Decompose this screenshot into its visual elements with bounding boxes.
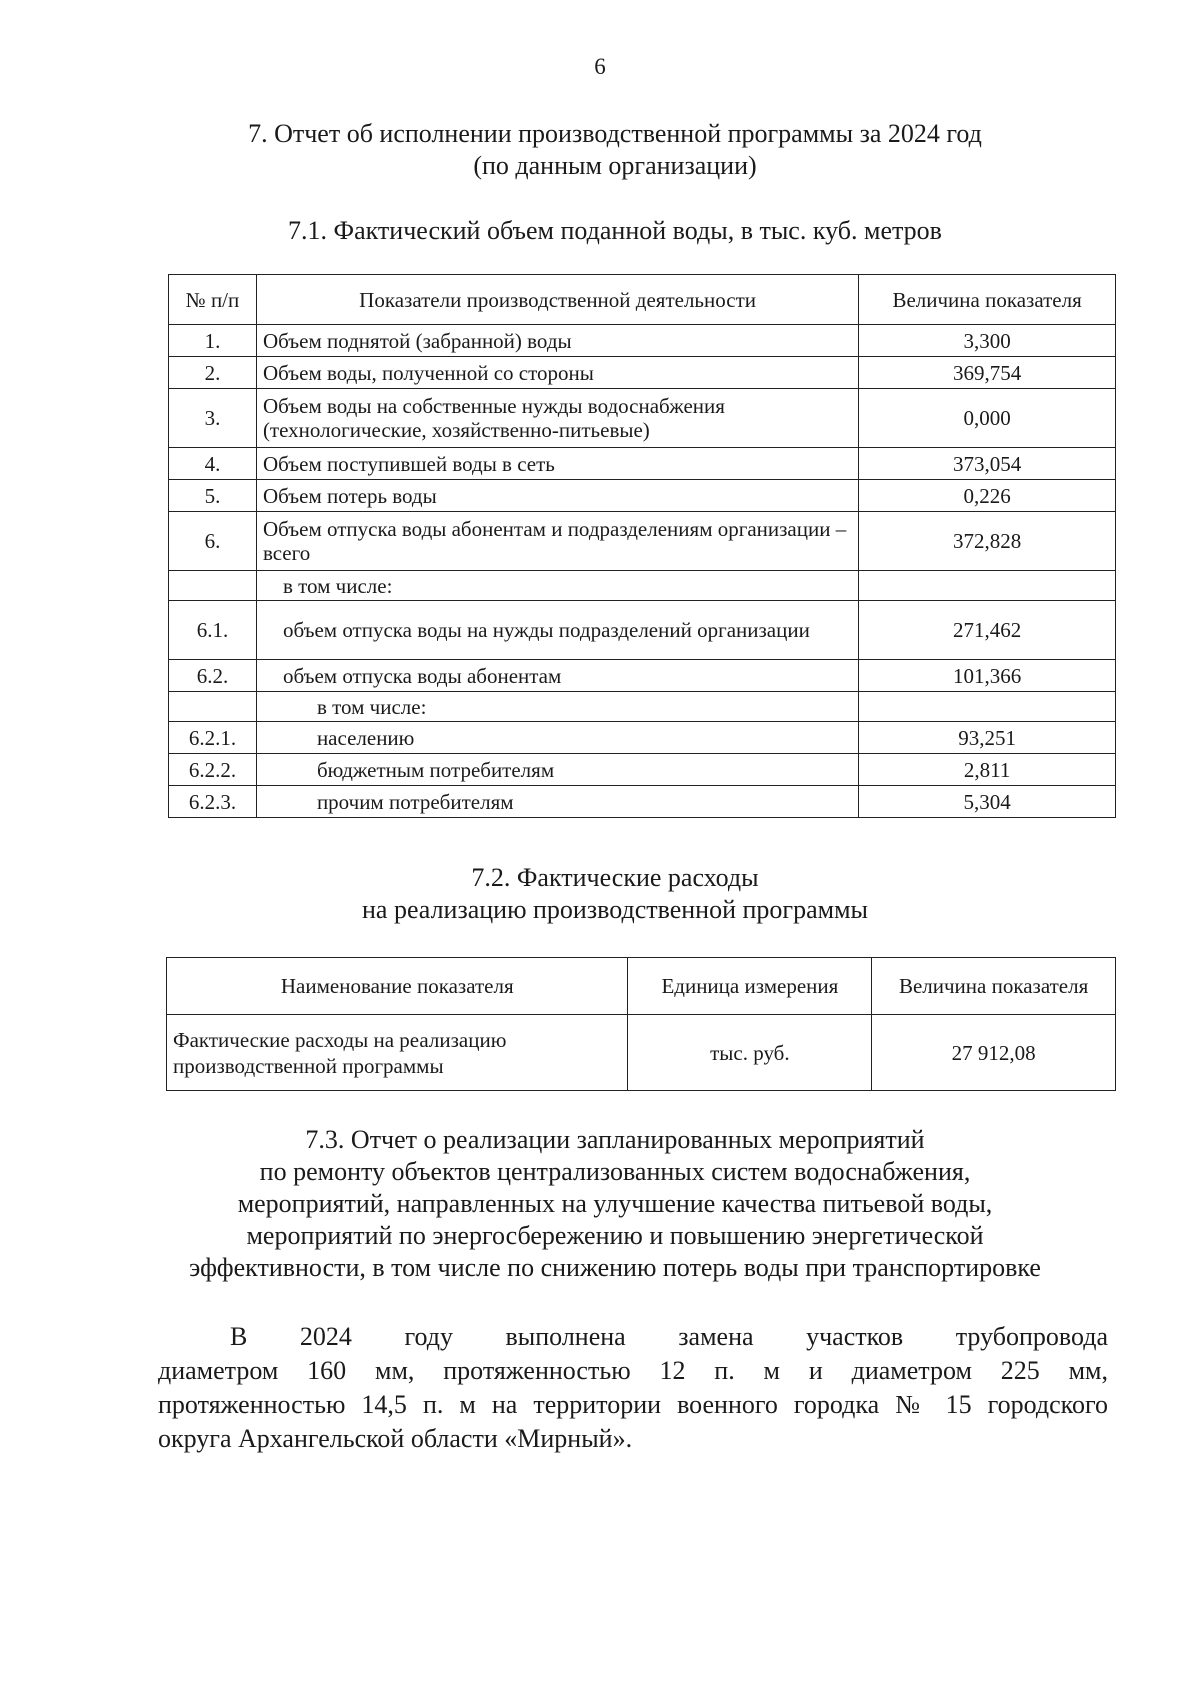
table-row xyxy=(169,660,1116,692)
table-row xyxy=(169,512,1116,571)
table-row xyxy=(169,754,1116,786)
row-number: 6.2.2. xyxy=(169,754,257,786)
section-7-heading xyxy=(120,118,1110,182)
row-label: Объем отпуска воды абонентам и подразделениям организации – всего xyxy=(256,512,858,571)
section-7-3-title-line: эффективности, в том числе по снижению потерь воды при транспортировке xyxy=(189,1253,1041,1282)
header-indicator: Показатели производственной деятельности xyxy=(256,275,858,325)
header-value: Величина показателя xyxy=(872,958,1116,1015)
row-label: прочим потребителям xyxy=(256,786,858,818)
table-row xyxy=(169,571,1116,601)
paragraph-line: протяженностью 14,5 п. м на территории военного городка № 15 городского xyxy=(158,1390,1108,1419)
table-row xyxy=(169,448,1116,480)
row-number: 3. xyxy=(169,389,257,448)
row-number: 6.2.1. xyxy=(169,722,257,754)
table-row xyxy=(169,601,1116,660)
section-7-1-title: 7.1. Фактический объем поданной воды, в тыс. куб. метров xyxy=(288,216,942,245)
table-row xyxy=(167,1015,1116,1091)
row-number: 1. xyxy=(169,325,257,357)
row-value: 5,304 xyxy=(859,786,1116,818)
row-value: 93,251 xyxy=(859,722,1116,754)
row-value: 369,754 xyxy=(859,357,1116,389)
row-label: Объем воды, полученной со стороны xyxy=(256,357,858,389)
row-number: 6.1. xyxy=(169,601,257,660)
row-label: Объем поступившей воды в сеть xyxy=(256,448,858,480)
row-value: 3,300 xyxy=(859,325,1116,357)
table-row xyxy=(169,722,1116,754)
section-7-3-heading xyxy=(120,1124,1110,1284)
table-row xyxy=(169,786,1116,818)
row-label: бюджетным потребителям xyxy=(256,754,858,786)
row-value: 27 912,08 xyxy=(872,1015,1116,1091)
row-value xyxy=(859,571,1116,601)
table-row xyxy=(169,480,1116,512)
section-7-2-title-line2: на реализацию производственной программы xyxy=(361,895,868,924)
row-label: объем отпуска воды на нужды подразделений организации xyxy=(256,601,858,660)
row-number xyxy=(169,692,257,722)
row-label: в том числе: xyxy=(256,692,858,722)
row-value xyxy=(859,692,1116,722)
section-7-title-line2: (по данным организации) xyxy=(473,151,757,180)
row-label: Объем воды на собственные нужды водоснабжения (технологические, хозяйственно-питьевые) xyxy=(256,389,858,448)
water-volume-table xyxy=(168,274,1116,818)
row-number: 5. xyxy=(169,480,257,512)
paragraph-line: округа Архангельской области «Мирный». xyxy=(158,1424,633,1453)
section-7-3-title-line: мероприятий, направленных на улучшение качества питьевой воды, xyxy=(237,1189,993,1218)
table-header-row xyxy=(169,275,1116,325)
row-label: Фактические расходы на реализацию производственной программы xyxy=(167,1015,628,1091)
section-7-3-title-line: по ремонту объектов централизованных систем водоснабжения, xyxy=(259,1157,971,1186)
row-unit: тыс. руб. xyxy=(628,1015,872,1091)
section-7-3-title-line: мероприятий по энергосбережению и повышению энергетической xyxy=(246,1221,984,1250)
header-value: Величина показателя xyxy=(859,275,1116,325)
paragraph-line: диаметром 160 мм, протяженностью 12 п. м и диаметром 225 мм, xyxy=(158,1356,1108,1385)
row-label: населению xyxy=(256,722,858,754)
section-7-2-heading xyxy=(120,862,1110,926)
row-label: Объем потерь воды xyxy=(256,480,858,512)
row-number xyxy=(169,571,257,601)
row-number: 4. xyxy=(169,448,257,480)
table-row xyxy=(169,692,1116,722)
table-header-row xyxy=(167,958,1116,1015)
row-number: 6.2. xyxy=(169,660,257,692)
row-label: объем отпуска воды абонентам xyxy=(256,660,858,692)
section-7-2-title-line1: 7.2. Фактические расходы xyxy=(471,863,759,892)
table-row xyxy=(169,357,1116,389)
expenses-table xyxy=(166,957,1116,1091)
header-number: № п/п xyxy=(169,275,257,325)
row-value: 101,366 xyxy=(859,660,1116,692)
row-label: Объем поднятой (забранной) воды xyxy=(256,325,858,357)
row-value: 372,828 xyxy=(859,512,1116,571)
row-value: 373,054 xyxy=(859,448,1116,480)
row-number: 6.2.3. xyxy=(169,786,257,818)
page-number: 6 xyxy=(594,54,606,79)
table-row xyxy=(169,389,1116,448)
row-label: в том числе: xyxy=(256,571,858,601)
section-7-title-line1: 7. Отчет об исполнении производственной программы за 2024 год xyxy=(248,119,982,148)
section-7-3-title-line: 7.3. Отчет о реализации запланированных мероприятий xyxy=(305,1125,925,1154)
header-unit: Единица измерения xyxy=(628,958,872,1015)
header-indicator-name: Наименование показателя xyxy=(167,958,628,1015)
row-value: 2,811 xyxy=(859,754,1116,786)
row-value: 271,462 xyxy=(859,601,1116,660)
row-value: 0,226 xyxy=(859,480,1116,512)
body-paragraph xyxy=(158,1320,1108,1456)
row-number: 2. xyxy=(169,357,257,389)
table-row xyxy=(169,325,1116,357)
row-number: 6. xyxy=(169,512,257,571)
row-value: 0,000 xyxy=(859,389,1116,448)
paragraph-line: В 2024 году выполнена замена участков трубопровода xyxy=(230,1322,1108,1351)
